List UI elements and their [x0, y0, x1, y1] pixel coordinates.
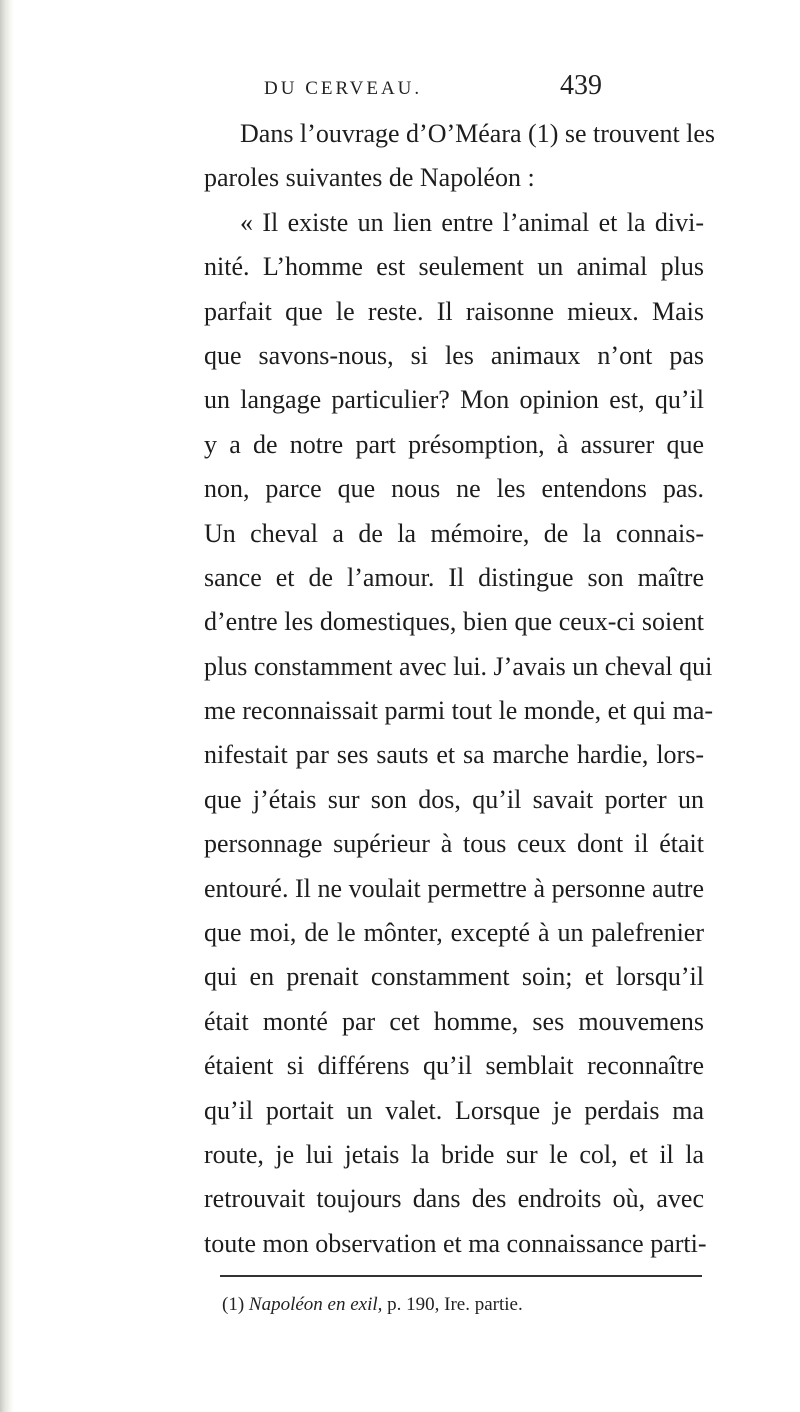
text-line: « Il existe un lien entre l’animal et la divi- — [240, 207, 704, 237]
text-line: que j’étais sur son dos, qu’il savait porter un — [204, 784, 704, 814]
text-line: un langage particulier? Mon opinion est, qu’il — [204, 385, 704, 415]
text-line: qu’il portait un valet. Lorsque je perdais ma — [204, 1095, 704, 1125]
page-number: 439 — [560, 70, 602, 101]
text-line: que savons-nous, si les animaux n’ont pas — [204, 340, 704, 370]
text-line: me reconnaissait parmi tout le monde, et qui ma- — [204, 696, 714, 726]
text-line: personnage supérieur à tous ceux dont il était — [204, 829, 704, 859]
footnote-rule — [220, 1275, 702, 1277]
footnote-details: p. 190, Ire. partie. — [387, 1294, 523, 1315]
text-line: parfait que le reste. Il raisonne mieux. Mais — [204, 296, 704, 326]
footnote-title: Napoléon en exil, — [248, 1294, 383, 1315]
text-line: nifestait par ses sauts et sa marche hardie, lors- — [204, 740, 704, 770]
footnote-marker: (1) — [222, 1294, 245, 1315]
text-line: entouré. Il ne voulait permettre à personne autre — [204, 873, 704, 903]
text-line: nité. L’homme est seulement un animal plus — [204, 252, 704, 282]
text-line: toute mon observation et ma connaissance parti- — [204, 1228, 707, 1258]
text-line: sance et de l’amour. Il distingue son maître — [204, 562, 704, 592]
text-line: Dans l’ouvrage d’O’Méara (1) se trouvent les — [240, 119, 716, 148]
text-line: non, parce que nous ne les entendons pas. — [204, 474, 704, 504]
text-line: plus constamment avec lui. J’avais un cheval qui — [204, 651, 713, 681]
text-line: paroles suivantes de Napoléon : — [204, 163, 535, 193]
text-line: d’entre les domestiques, bien que ceux-ci soient — [204, 607, 704, 637]
text-line: Un cheval a de la mémoire, de la connais- — [204, 518, 704, 548]
text-line: que moi, de le mônter, excepté à un palefrenier — [204, 918, 704, 948]
text-line: étaient si différens qu’il semblait reconnaître — [204, 1051, 704, 1081]
body-text — [204, 112, 716, 1266]
text-line: y a de notre part présomption, à assurer que — [204, 429, 704, 459]
footnote — [222, 1294, 523, 1316]
running-head: DU CERVEAU. — [264, 78, 423, 99]
text-line: était monté par cet homme, ses mouvemens — [204, 1006, 704, 1036]
text-line: route, je lui jetais la bride sur le col, et il la — [204, 1139, 704, 1169]
text-line: qui en prenait constamment soin; et lorsqu’il — [204, 962, 704, 992]
text-line: retrouvait toujours dans des endroits où, avec — [204, 1184, 704, 1214]
